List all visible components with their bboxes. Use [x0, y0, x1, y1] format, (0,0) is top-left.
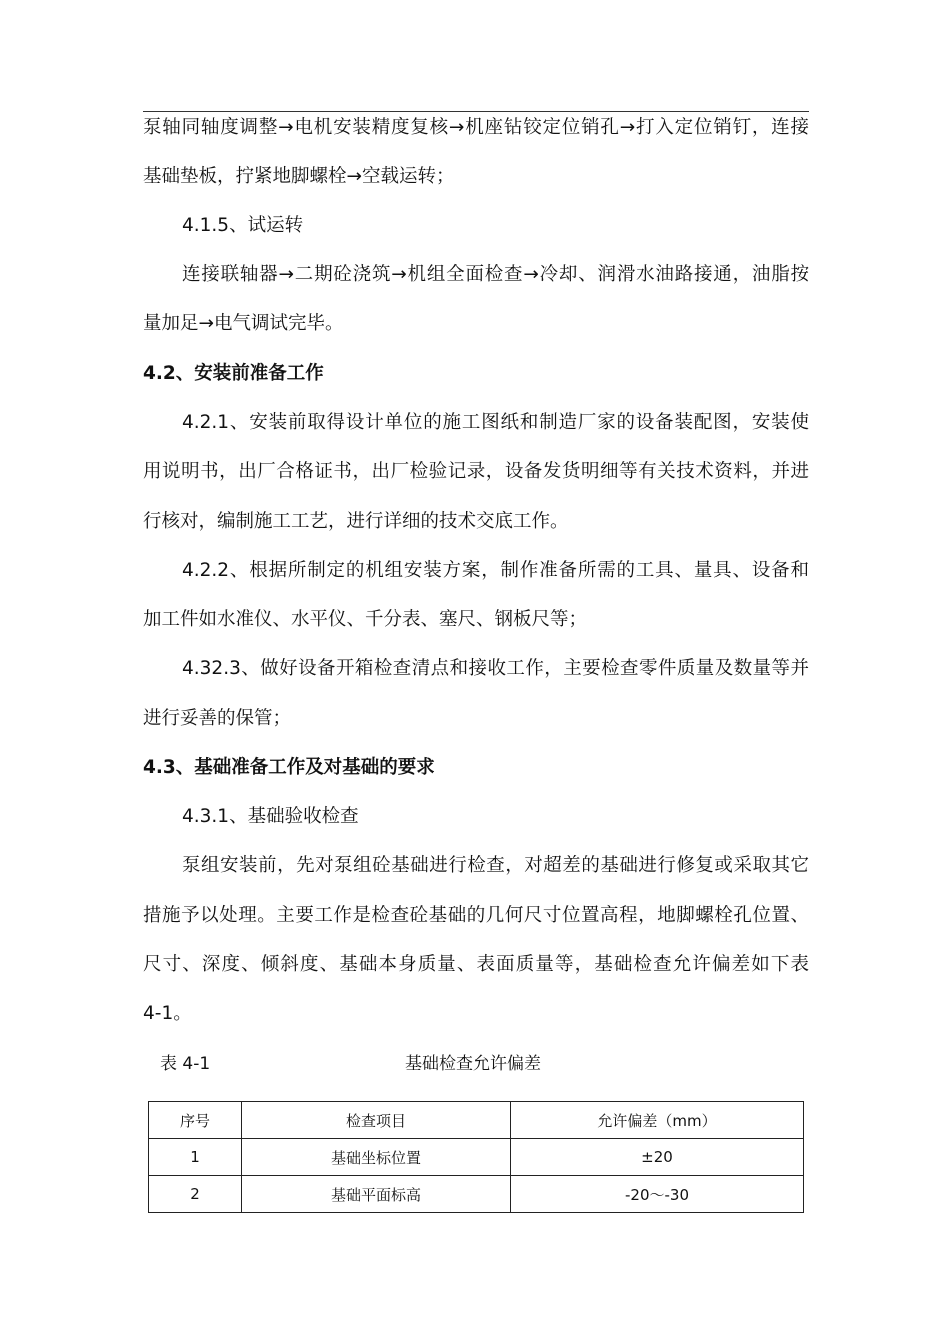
paragraph-line: 量加足→电气调试完毕。: [143, 313, 344, 334]
paragraph-line: 基础垫板，拧紧地脚螺栓→空载运转；: [143, 166, 455, 187]
table-cell: 基础平面标高: [242, 1176, 511, 1213]
subsection-title: 4.3.1、基础验收检查: [182, 806, 359, 827]
paragraph-line: 泵轴同轴度调整→电机安装精度复核→机座钻铰定位销孔→打入定位销钉，连接: [143, 117, 809, 138]
paragraph-line: 尺寸、深度、倾斜度、基础本身质量、表面质量等，基础检查允许偏差如下表: [143, 954, 809, 975]
deviation-table: [148, 1101, 804, 1213]
header-rule: [143, 111, 809, 112]
table-cell: -20～-30: [511, 1176, 804, 1213]
table-header-row: [149, 1102, 804, 1139]
table-label: 表 4-1: [160, 1054, 211, 1074]
section-heading: 4.2、安装前准备工作: [143, 363, 324, 384]
table-row: [149, 1139, 804, 1176]
paragraph-line: 用说明书，出厂合格证书，出厂检验记录，设备发货明细等有关技术资料，并进: [143, 461, 809, 482]
paragraph-line: 连接联轴器→二期砼浇筑→机组全面检查→冷却、润滑水油路接通，油脂按: [182, 264, 809, 285]
table-header-cell: 序号: [149, 1102, 242, 1139]
table-cell: 1: [149, 1139, 242, 1176]
table-row: [149, 1176, 804, 1213]
table-header-cell: 检查项目: [242, 1102, 511, 1139]
paragraph-line: 行核对，编制施工工艺，进行详细的技术交底工作。: [143, 511, 569, 532]
table-cell: 基础坐标位置: [242, 1139, 511, 1176]
paragraph-line: 措施予以处理。主要工作是检查砼基础的几何尺寸位置高程，地脚螺栓孔位置、: [143, 905, 809, 926]
table-cell: ±20: [511, 1139, 804, 1176]
paragraph-line: 进行妥善的保管；: [143, 708, 292, 729]
paragraph-line: 4.32.3、做好设备开箱检查清点和接收工作，主要检查零件质量及数量等并: [182, 658, 809, 679]
paragraph-line: 4-1。: [143, 1003, 192, 1024]
section-heading: 4.3、基础准备工作及对基础的要求: [143, 757, 435, 778]
table-title: 基础检查允许偏差: [405, 1054, 541, 1074]
subsection-title: 4.1.5、试运转: [182, 215, 304, 236]
paragraph-line: 4.2.1、安装前取得设计单位的施工图纸和制造厂家的设备装配图，安装使: [182, 412, 809, 433]
paragraph-line: 4.2.2、根据所制定的机组安装方案，制作准备所需的工具、量具、设备和: [182, 560, 809, 581]
table-header-cell: 允许偏差（mm）: [511, 1102, 804, 1139]
table-cell: 2: [149, 1176, 242, 1213]
paragraph-line: 加工件如水准仪、水平仪、千分表、塞尺、钢板尺等；: [143, 609, 588, 630]
paragraph-line: 泵组安装前，先对泵组砼基础进行检查，对超差的基础进行修复或采取其它: [182, 855, 809, 876]
